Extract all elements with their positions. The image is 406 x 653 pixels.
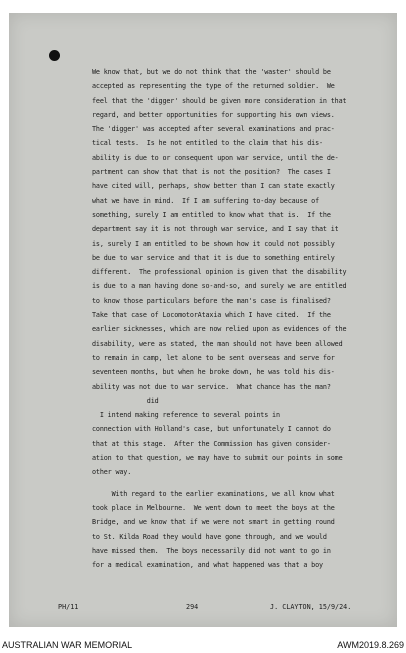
text-line: something, surely I am entitled to know what that is. If the bbox=[92, 210, 331, 219]
text-line: other way. bbox=[92, 468, 132, 477]
text-line: With regard to the earlier examinations, we all know what bbox=[92, 489, 335, 498]
punch-hole bbox=[49, 50, 60, 61]
caption-bar bbox=[0, 637, 406, 653]
text-line: We know that, but we do not think that the 'waster' should be bbox=[92, 68, 331, 76]
text-line: earlier sicknesses, which are now relied upon as evidences of the bbox=[92, 325, 347, 334]
text-line: accepted as representing the type of the returned soldier. We bbox=[92, 82, 335, 91]
text-line: I intend making reference to several points in bbox=[92, 411, 280, 420]
footer-reference: PH/11 bbox=[58, 603, 79, 611]
text-line: took place in Melbourne. We went down to meet the boys at the bbox=[92, 503, 335, 512]
text-line: ability is due to or consequent upon war service, until the de- bbox=[92, 153, 339, 162]
footer-speaker-date: J. CLAYTON, 15/9/24. bbox=[270, 603, 352, 611]
text-line: regard, and better opportunities for supporting his own views. bbox=[92, 110, 335, 119]
paragraph-gap bbox=[92, 480, 390, 487]
text-line: different. The professional opinion is given that the disability bbox=[92, 268, 347, 277]
text-line: The 'digger' was accepted after several examinations and prac- bbox=[92, 125, 335, 134]
text-line: seventeen months, but when he broke down, he was told his dis- bbox=[92, 368, 335, 377]
text-line: ation to that question, we may have to submit our points in some bbox=[92, 454, 343, 463]
text-line: to know those particulars before the man's case is finalised? bbox=[92, 296, 331, 305]
text-line: partment can show that that is not the position? The cases I bbox=[92, 168, 331, 177]
text-line: have cited will, perhaps, show better than I can state exactly bbox=[92, 182, 335, 191]
text-line: connection with Holland's case, but unfortunately I cannot do bbox=[92, 425, 331, 434]
text-line: did bbox=[92, 396, 159, 405]
text-line: ability was not due to war service. What chance has the man? bbox=[92, 382, 331, 391]
text-line: have missed them. The boys necessarily did not want to go in bbox=[92, 546, 331, 555]
text-line: disability, were as stated, the man should not have been allowed bbox=[92, 339, 343, 348]
typed-text-body bbox=[92, 65, 390, 572]
caption-accession-number: AWM2019.8.269 bbox=[337, 640, 404, 650]
footer-page-number: 294 bbox=[186, 603, 199, 611]
caption-institution: AUSTRALIAN WAR MEMORIAL bbox=[2, 640, 133, 650]
text-line: Take that case of LocomotorAtaxia which I have cited. If the bbox=[92, 311, 331, 320]
text-line: be due to war service and that it is due to something entirely bbox=[92, 253, 335, 262]
text-line: what we have in mind. If I am suffering to-day because of bbox=[92, 196, 320, 205]
text-line: is, surely I am entitled to be shown how it could not possibly bbox=[92, 239, 335, 248]
text-line: for a medical examination, and what happened was that a boy bbox=[92, 561, 323, 570]
text-line: feel that the 'digger' should be given more consideration in that bbox=[92, 96, 347, 105]
text-line: Bridge, and we know that if we were not smart in getting round bbox=[92, 518, 335, 527]
text-line: that at this stage. After the Commission has given consider- bbox=[92, 439, 331, 448]
text-line: department say it is not through war service, and I say that it bbox=[92, 225, 339, 234]
text-line: to St. Kilda Road they would have gone through, and we would bbox=[92, 532, 327, 541]
text-line: to remain in camp, let alone to be sent overseas and serve for bbox=[92, 353, 335, 362]
text-line: is due to a man having done so-and-so, and surely we are entitled bbox=[92, 282, 347, 291]
text-line: tical tests. Is he not entitled to the claim that his dis- bbox=[92, 139, 323, 148]
